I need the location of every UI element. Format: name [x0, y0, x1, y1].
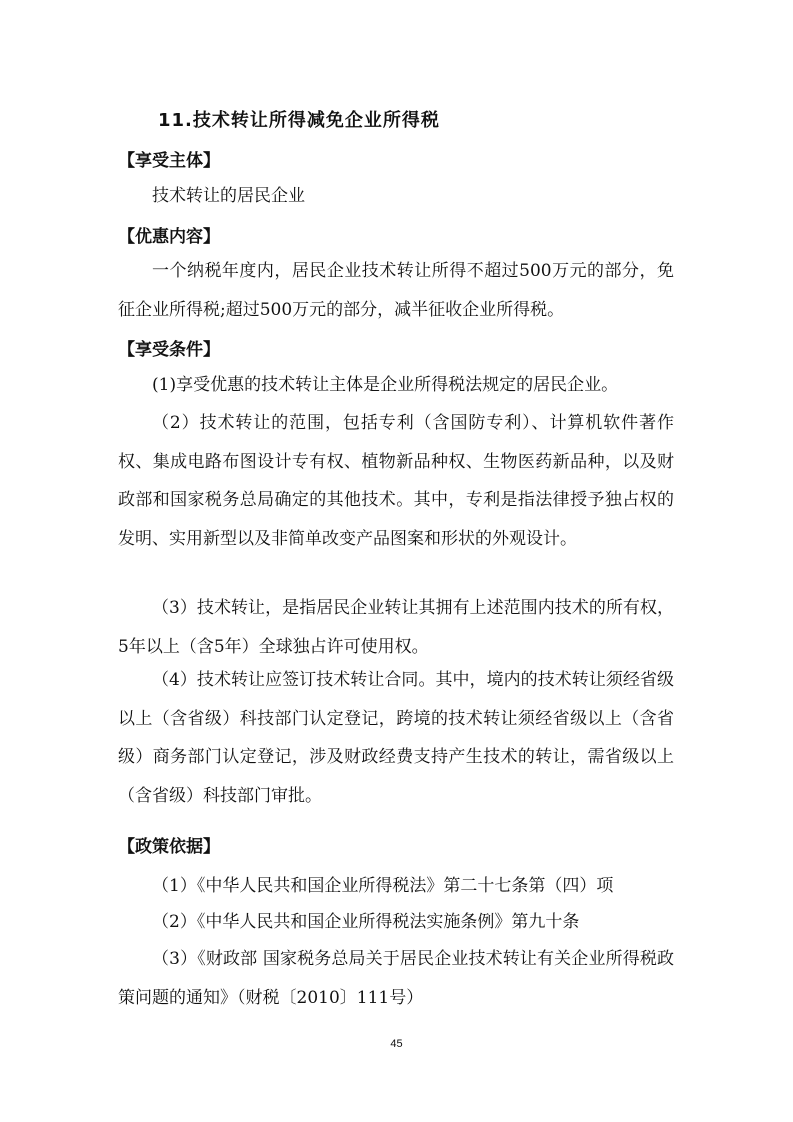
- benefit-text: 一个纳税年度内，居民企业技术转让所得不超过500万元的部分，免征企业所得税;超过500万元的部分，减半征收企业所得税。: [118, 261, 674, 320]
- heading-basis: 【政策依据】: [118, 837, 220, 857]
- basis-item-3: （3）《财政部 国家税务总局关于居民企业技术转让有关企业所得税政策问题的通知》（财税〔2010〕111号）: [118, 949, 674, 1008]
- condition-item-3: （3）技术转让，是指居民企业转让其拥有上述范围内技术的所有权，5年以上（含5年）全球独占许可使用权。: [118, 598, 674, 657]
- section-title: 11.技术转让所得减免企业所得税: [158, 110, 440, 131]
- basis-item-2: （2）《中华人民共和国企业所得税法实施条例》第九十条: [152, 912, 580, 932]
- condition-item-4: （4）技术转让应签订技术转让合同。其中，境内的技术转让须经省级以上（含省级）科技部门认定登记，跨境的技术转让须经省级以上（含省级）商务部门认定登记，涉及财政经费支持产生技术的转让，需省级以上（含省级）科技部门审批。: [118, 670, 674, 806]
- heading-subject: 【享受主体】: [118, 151, 220, 171]
- subject-text: 技术转让的居民企业: [152, 186, 305, 206]
- condition-item-2: （2）技术转让的范围，包括专利（含国防专利）、计算机软件著作权、集成电路布图设计专有权、植物新品种权、生物医药新品种，以及财政部和国家税务总局确定的其他技术。其中，专利是指法律授予独占权的发明、实用新型以及非简单改变产品图案和形状的外观设计。: [118, 413, 674, 549]
- condition-item-1: (1)享受优惠的技术转让主体是企业所得税法规定的居民企业。: [152, 375, 619, 395]
- heading-benefit: 【优惠内容】: [118, 227, 220, 247]
- heading-conditions: 【享受条件】: [118, 340, 220, 360]
- page-number: 45: [390, 1038, 403, 1050]
- basis-item-1: （1）《中华人民共和国企业所得税法》第二十七条第（四）项: [152, 876, 614, 896]
